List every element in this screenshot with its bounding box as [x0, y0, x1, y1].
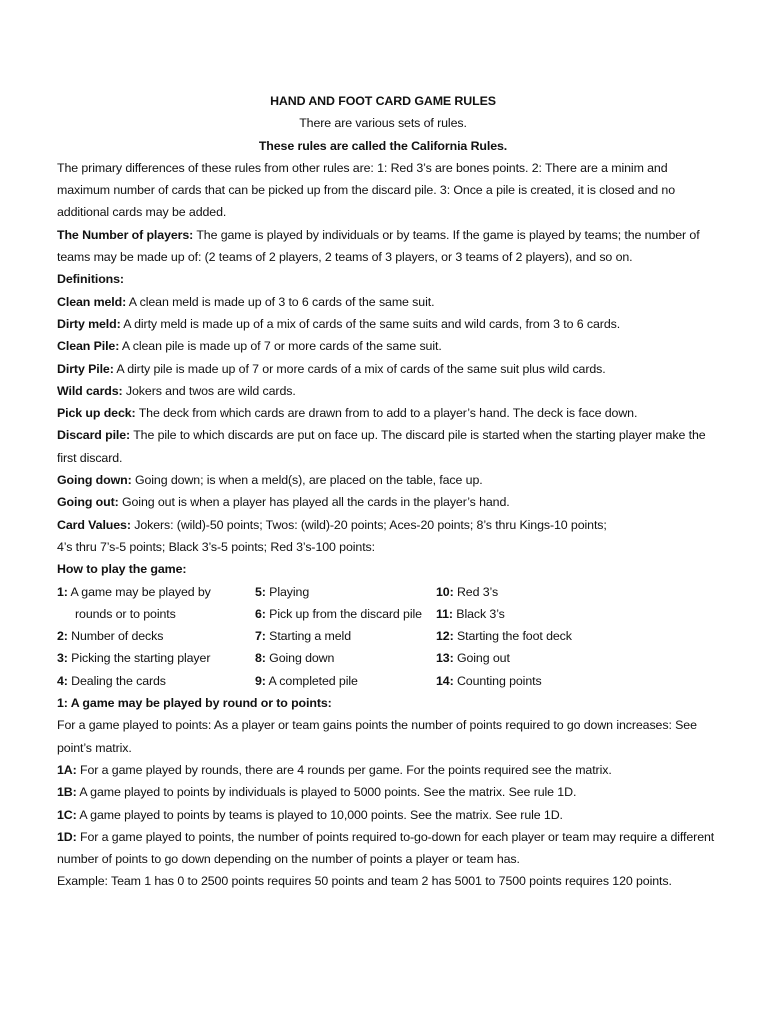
definition-term: Dirty Pile: — [57, 361, 114, 376]
document-subtitle-bold: These rules are called the California Rules. — [258, 138, 508, 153]
definitions-heading: Definitions: — [57, 272, 124, 287]
rule-item — [57, 804, 717, 826]
rule-label: 1A: — [57, 762, 77, 777]
toc-item: 6: Pick up from the discard pile — [255, 606, 422, 621]
definition-text: Jokers and twos are wild cards. — [122, 383, 296, 398]
players-paragraph — [57, 224, 717, 269]
section-1-text: For a game played to points: As a player or team gains points the number of points required to go down increases: See point’s matrix. — [57, 718, 697, 755]
definition-term: Dirty meld: — [57, 316, 121, 331]
definition-term: Going out: — [57, 495, 119, 510]
document-title: HAND AND FOOT CARD GAME RULES — [270, 94, 496, 108]
document-subtitle: There are various sets of rules. — [299, 116, 467, 131]
definition-text: Going out is when a player has played all the cards in the player’s hand. — [118, 495, 510, 510]
definition-text: Jokers: (wild)-50 points; Twos: (wild)-20 points; Aces-20 points; 8’s thru Kings-10 points; — [130, 517, 607, 532]
definition-term: Wild cards: — [57, 383, 123, 398]
toc-item: 4: Dealing the cards — [57, 673, 166, 688]
definition-text: A dirty pile is made up of 7 or more cards of a mix of cards of the same suit plus wild cards. — [113, 361, 606, 376]
definition-term: Going down: — [57, 473, 132, 488]
definition-item — [57, 424, 717, 469]
players-text: The game is played by individuals or by teams. If the game is played by teams; the number of teams may be made up of: (2 teams of 2 players, 2 teams of 3 players, or 3 teams of 2 players), and so on. — [57, 227, 700, 265]
document-page — [57, 90, 717, 893]
toc-item: 8: Going down — [255, 651, 335, 666]
definition-item — [57, 469, 717, 491]
definition-term: Card Values: — [57, 517, 131, 532]
toc-item: rounds or to points — [75, 606, 176, 621]
definition-item — [57, 313, 717, 335]
example-paragraph: Example: Team 1 has 0 to 2500 points requires 50 points and team 2 has 5001 to 7500 points requires 120 points. — [57, 874, 672, 889]
toc-item: 13: Going out — [436, 651, 510, 666]
definition-text: A clean meld is made up of 3 to 6 cards of the same suit. — [126, 294, 435, 309]
rule-item — [57, 781, 717, 803]
intro-paragraph: The primary differences of these rules from other rules are: 1: Red 3’s are bones points. 2: There are a minim and maximum number of cards that can be picked up from the discard pile. 3: Once a pile is created, it is closed and no additional cards may be added. — [57, 160, 675, 220]
rule-text: A game played to points by teams is played to 10,000 points. See the matrix. See rule 1D. — [76, 807, 563, 822]
toc-item: 5: Playing — [255, 584, 310, 599]
toc-item: 9: A completed pile — [255, 673, 358, 688]
definition-item — [57, 358, 717, 380]
rule-item — [57, 759, 717, 781]
definition-item — [57, 514, 717, 536]
rule-label: 1C: — [57, 807, 77, 822]
section-1-heading: 1: A game may be played by round or to points: — [57, 696, 332, 711]
players-label: The Number of players: — [57, 227, 194, 242]
definition-term: Clean meld: — [57, 294, 127, 309]
definition-item — [57, 335, 717, 357]
toc-item: 14: Counting points — [436, 673, 542, 688]
toc-item: 1: A game may be played by — [57, 584, 211, 599]
definition-term: Discard pile: — [57, 428, 131, 443]
toc-item: 3: Picking the starting player — [57, 651, 211, 666]
definition-item — [57, 380, 717, 402]
definition-text: Going down; is when a meld(s), are placed on the table, face up. — [131, 473, 483, 488]
rule-text: A game played to points by individuals is played to 5000 points. See the matrix. See rule 1D. — [76, 785, 577, 800]
toc-item: 2: Number of decks — [57, 629, 164, 644]
how-to-play-heading: How to play the game: — [57, 562, 187, 577]
rule-item — [57, 826, 717, 871]
table-of-contents — [57, 581, 717, 692]
rule-label: 1D: — [57, 829, 77, 844]
toc-item: 7: Starting a meld — [255, 629, 352, 644]
definition-item — [57, 291, 717, 313]
definition-text: The pile to which discards are put on face up. The discard pile is started when the starting player make the first discard. — [57, 428, 706, 465]
toc-item: 10: Red 3’s — [436, 584, 499, 599]
card-values-continued: 4’s thru 7’s-5 points; Black 3’s-5 points; Red 3’s-100 points: — [57, 539, 375, 554]
rule-text: For a game played by rounds, there are 4 rounds per game. For the points required see the matrix. — [76, 762, 612, 777]
definition-text: A clean pile is made up of 7 or more cards of the same suit. — [119, 339, 442, 354]
definition-text: A dirty meld is made up of a mix of cards of the same suits and wild cards, from 3 to 6 cards. — [120, 316, 621, 331]
rule-label: 1B: — [57, 785, 77, 800]
definition-term: Clean Pile: — [57, 339, 120, 354]
definition-item — [57, 491, 717, 513]
rule-text: For a game played to points, the number of points required to-go-down for each player or team may require a different number of points to go down depending on the number of points a player or team has. — [57, 829, 715, 867]
definition-text: The deck from which cards are drawn from to add to a player’s hand. The deck is face down. — [135, 406, 638, 421]
toc-item: 11: Black 3’s — [436, 606, 505, 621]
toc-item: 12: Starting the foot deck — [436, 629, 572, 644]
definition-item — [57, 402, 717, 424]
definition-term: Pick up deck: — [57, 406, 136, 421]
